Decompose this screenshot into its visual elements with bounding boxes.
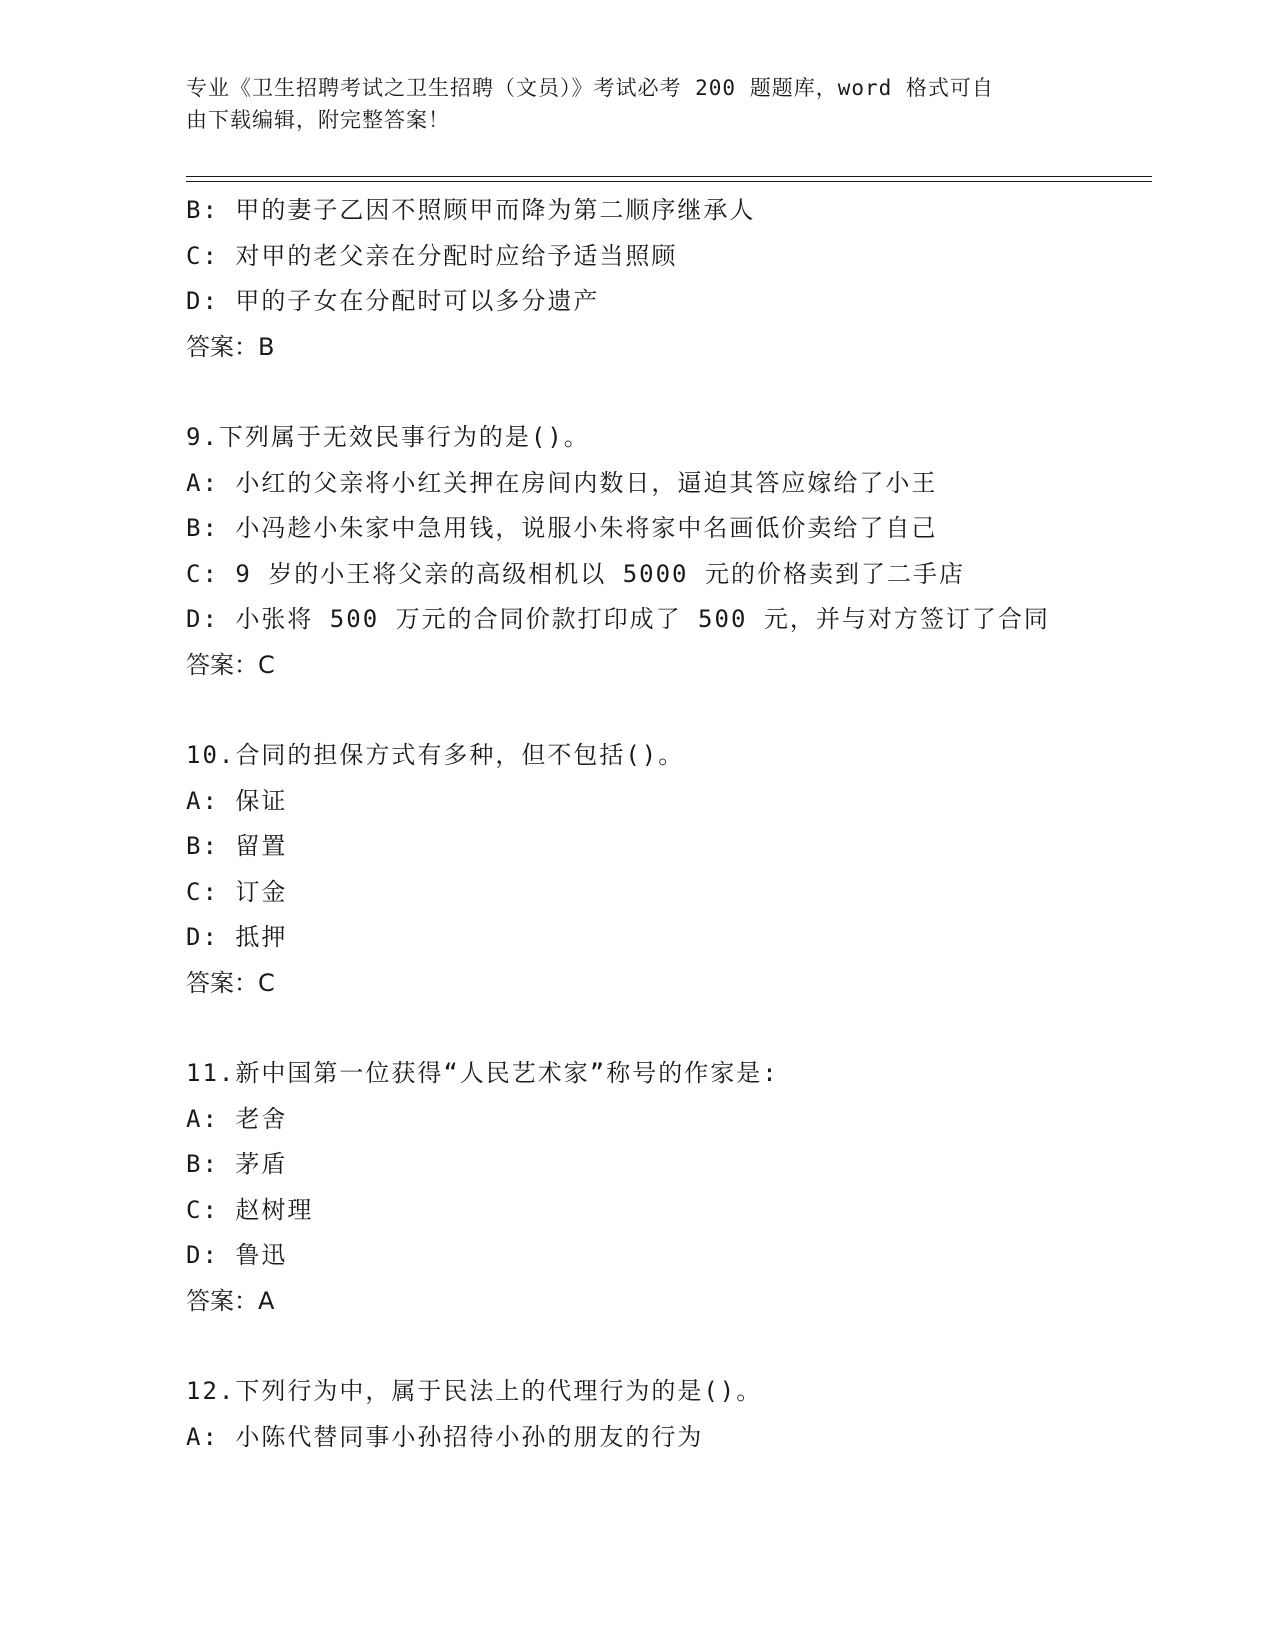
question-8-answer: 答案：B xyxy=(186,332,275,361)
question-11-block xyxy=(186,1051,1126,1324)
question-9-text: 9.下列属于无效民事行为的是()。 xyxy=(186,423,590,451)
header-divider-top xyxy=(186,176,1152,177)
question-10-text: 10.合同的担保方式有多种，但不包括()。 xyxy=(186,741,685,769)
spacer xyxy=(186,688,1126,733)
spacer xyxy=(186,370,1126,415)
header-divider-bottom xyxy=(186,181,1152,182)
question-10-answer: 答案：C xyxy=(186,968,275,997)
question-8-option-b: B: 甲的妻子乙因不照顾甲而降为第二顺序继承人 xyxy=(186,196,756,224)
question-11-option-c: C: 赵树理 xyxy=(186,1195,314,1224)
question-8-option-c: C: 对甲的老父亲在分配时应给予适当照顾 xyxy=(186,241,678,270)
question-8-option-d: D: 甲的子女在分配时可以多分遗产 xyxy=(186,287,600,315)
question-10-option-b: B: 留置 xyxy=(186,832,288,860)
question-8-block xyxy=(186,188,1126,370)
header-line-2: 由下载编辑，附完整答案！ xyxy=(186,108,450,132)
spacer xyxy=(186,1324,1126,1369)
question-9-option-c: C: 9 岁的小王将父亲的高级相机以 5000 元的价格卖到了二手店 xyxy=(186,559,965,588)
question-9-block xyxy=(186,415,1126,688)
question-12-text: 12.下列行为中，属于民法上的代理行为的是()。 xyxy=(186,1377,763,1405)
question-11-answer: 答案：A xyxy=(186,1286,275,1315)
question-10-option-c: C: 订金 xyxy=(186,877,288,906)
spacer xyxy=(186,1006,1126,1051)
question-11-text: 11.新中国第一位获得“人民艺术家”称号的作家是: xyxy=(186,1059,779,1087)
question-10-block xyxy=(186,733,1126,1006)
question-11-option-b: B: 茅盾 xyxy=(186,1150,288,1178)
document-header xyxy=(186,72,1066,136)
question-10-option-d: D: 抵押 xyxy=(186,923,288,951)
question-10-option-a: A: 保证 xyxy=(186,786,288,815)
question-11-option-d: D: 鲁迅 xyxy=(186,1241,288,1269)
question-12-option-a: A: 小陈代替同事小孙招待小孙的朋友的行为 xyxy=(186,1422,704,1451)
question-9-answer: 答案：C xyxy=(186,650,275,679)
question-11-option-a: A: 老舍 xyxy=(186,1104,288,1133)
question-9-option-a: A: 小红的父亲将小红关押在房间内数日，逼迫其答应嫁给了小王 xyxy=(186,468,938,497)
question-9-option-d: D: 小张将 500 万元的合同价款打印成了 500 元，并与对方签订了合同 xyxy=(186,605,1050,633)
question-list xyxy=(186,188,1126,1460)
question-9-option-b: B: 小冯趁小朱家中急用钱，说服小朱将家中名画低价卖给了自己 xyxy=(186,514,938,542)
header-line-1: 专业《卫生招聘考试之卫生招聘（文员）》考试必考 200 题题库，word 格式可自 xyxy=(186,76,994,100)
question-12-block xyxy=(186,1369,1126,1460)
